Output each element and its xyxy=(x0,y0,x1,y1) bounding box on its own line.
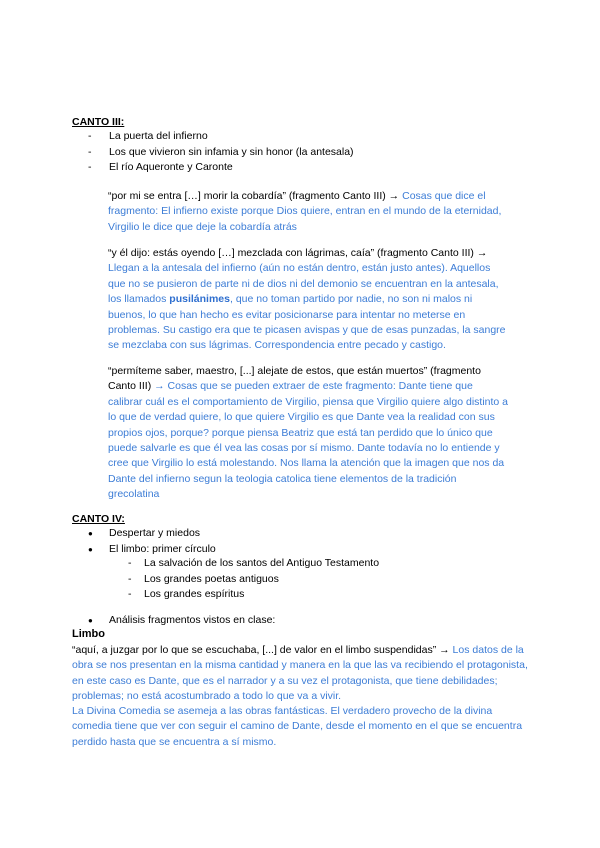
canto-4-sublist xyxy=(128,556,379,603)
list-item: ● Despertar y miedos xyxy=(88,526,216,542)
quote-3-note: → Cosas que se pueden extraer de este fragmento: Dante tiene que calibrar cuál es el comportamiento de Virgilio, piensa que Virgilio quiere algo distinto a lo que de verdad quiere, lo que quiere Virgilio es que Dante vea la realidad con sus propios ojos, porque? porque piensa Beatriz que está tan perdido que lo único que puede salvarle es que él vea las cosas por sí mismo. Dante todavía no lo entiende y cree que Virgilio lo está molestando. Nos llama la atención que la imagen que nos da Dante del infierno segun la teologia catolica tiene elementos de la tradición grecolatina xyxy=(108,380,509,501)
list-item: - El río Aqueronte y Caronte xyxy=(88,160,354,176)
canto-3-list xyxy=(88,129,354,176)
canto-4-list xyxy=(88,526,216,557)
analysis-list xyxy=(88,613,275,629)
canto-3-heading: CANTO III: xyxy=(72,116,125,128)
canto-4-heading: CANTO IV: xyxy=(72,513,125,525)
quote-1-note: Cosas que dice el fragmento: El infierno existe porque Dios quiere, entran en el mundo de la eternidad, Virgilio le dice que deje la cobardía atrás xyxy=(108,190,502,233)
list-item: - La puerta del infierno xyxy=(88,129,354,145)
closing-paragraph: La Divina Comedia se asemeja a las obras fantásticas. El verdadero provecho de la divina comedia tiene que ver con seguir el camino de Dante, desde el momento en el que se encuentra perdido hasta que se encuentra a sí mismo. xyxy=(72,705,523,748)
list-item: - Los que vivieron sin infamia y sin honor (la antesala) xyxy=(88,145,354,161)
analysis-item: ● Análisis fragmentos vistos en clase: xyxy=(88,613,275,629)
quote-2-text: “y él dijo: estás oyendo […] mezclada con lágrimas, caía” (fragmento Canto III) → xyxy=(108,247,488,259)
quote-2-paragraph xyxy=(108,246,508,354)
quote-3-text: “permíteme saber, maestro, [...] alejate de estos, que están muertos” (fragmento Canto III) xyxy=(108,365,481,393)
sub-list-item: - La salvación de los santos del Antiguo Testamento xyxy=(128,556,379,572)
list-item: ● El limbo: primer círculo xyxy=(88,542,216,558)
limbo-quote: “aquí, a juzgar por lo que se escuchaba, [...] de valor en el limbo suspendidas” → xyxy=(72,644,450,656)
sub-list-item: - Los grandes poetas antiguos xyxy=(128,572,379,588)
sub-list-item: - Los grandes espíritus xyxy=(128,587,379,603)
quote-2-note-bold: pusilánimes xyxy=(169,293,230,306)
quote-1-text: “por mi se entra […] morir la cobardía” (fragmento Canto III) → xyxy=(108,190,400,202)
quote-2-note-a: Llegan a la antesala del infierno (aún no están dentro, están justo antes). Aquellos que no se pusieron de parte ni de dios ni del demonio se encuentran en la antesala, los llamados xyxy=(108,262,499,306)
quote-3-paragraph xyxy=(108,364,508,503)
quote-1-paragraph xyxy=(108,189,508,235)
quote-2-note-b: , que no toman partido por nadie, no son ni malos ni buenos, lo que han hecho es evitar posicionarse para intentar no meterse en problemas. Su castigo era que te picasen avispas y que de esas punzadas, la sangre se mezclaba con sus lágrimas. Correspondencia entre pecado y castigo. xyxy=(108,293,506,352)
limbo-note: Los datos de la obra se nos presentan en la misma cantidad y manera en la que las va recibiendo el protagonista, en este caso es Dante, que es el narrador y a su vez el protagonista, que tiene debilidades; problemas; no está acostumbrado a todo lo que va a vivir. xyxy=(72,644,528,703)
limbo-title: Limbo xyxy=(72,628,105,640)
limbo-paragraph xyxy=(72,643,528,705)
